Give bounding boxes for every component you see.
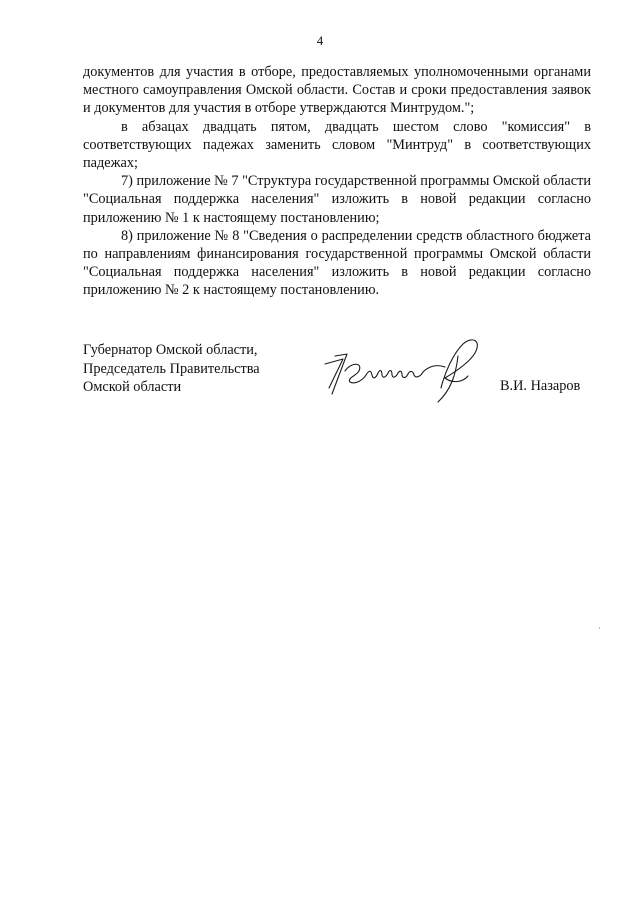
- signer-name: В.И. Назаров: [500, 378, 581, 394]
- handwritten-signature: [317, 326, 497, 406]
- position-line: Омской области: [83, 379, 182, 395]
- scan-speck: [599, 627, 600, 629]
- position-line: Губернатор Омской области,: [83, 342, 258, 358]
- paragraph-item-7: 7) приложение № 7 "Структура государственной программы Омской области "Социальная поддержка населения" изложить в новой редакции согласно приложению № 1 к настоящему постановлению;: [83, 173, 591, 226]
- position-line: Председатель Правительства: [83, 360, 260, 377]
- signatory-position: [83, 341, 260, 397]
- paragraph-replacement: в абзацах двадцать пятом, двадцать шестом слово "комиссия" в соответствующих падежах заменить словом "Минтруд" в соответствующих падежах;: [83, 118, 591, 172]
- paragraph-continuation: документов для участия в отборе, предоставляемых уполномоченными органами местного самоуправления Омской области. Состав и сроки предоставления заявок и документов для участия в отборе утверждаются Минтрудом.";: [83, 64, 591, 117]
- document-body: [83, 63, 591, 300]
- paragraph-item-8: 8) приложение № 8 "Сведения о распределении средств областного бюджета по направлениям финансирования государственной программы Омской области "Социальная поддержка населения" изложить в новой редакции согласно приложению № 2 к настоящему постановлению.: [83, 227, 591, 299]
- page-number: 4: [316, 33, 324, 48]
